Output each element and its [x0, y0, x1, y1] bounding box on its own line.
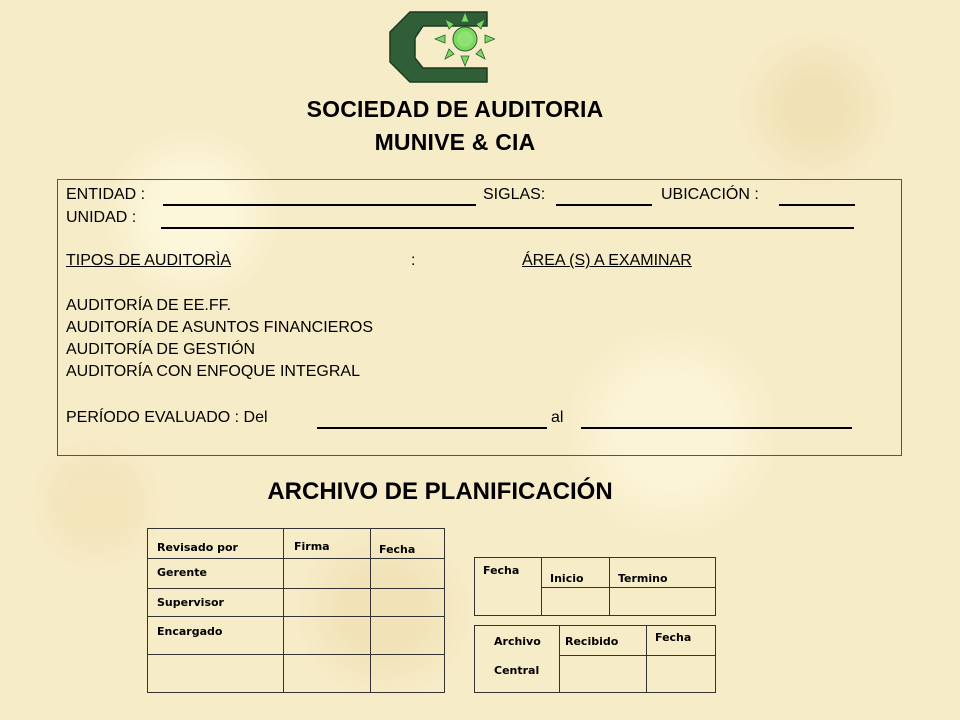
tipos-auditoria-heading: TIPOS DE AUDITORÌA: [66, 252, 232, 269]
supervisor-fecha-cell[interactable]: [371, 589, 445, 617]
company-name-line2: MUNIVE & CIA: [374, 129, 536, 155]
firma-header: Firma: [294, 540, 330, 553]
revisado-por-header: Revisado por: [157, 541, 238, 554]
plan-archive-title: ARCHIVO DE PLANIFICACIÓN: [267, 478, 613, 505]
gerente-label: Gerente: [157, 566, 207, 579]
table-cell: [148, 529, 284, 559]
table-cell: [148, 589, 284, 617]
gerente-firma-cell[interactable]: [284, 559, 371, 589]
ubicacion-field[interactable]: [779, 204, 855, 206]
termino-date-cell[interactable]: [610, 588, 716, 616]
periodo-hasta-field[interactable]: [581, 427, 852, 429]
siglas-label: SIGLAS:: [483, 186, 546, 203]
company-name: SOCIEDAD DE AUDITORIA: [306, 96, 604, 122]
table-cell: [148, 559, 284, 589]
inicio-label: Inicio: [550, 572, 584, 585]
ubicacion-label: UBICACIÓN :: [661, 186, 759, 203]
tipo-auditoria-item: AUDITORÍA DE GESTIÓN: [66, 341, 256, 358]
unidad-label: UNIDAD :: [66, 209, 137, 226]
archive-table: [474, 625, 716, 693]
fecha-label: Fecha: [483, 564, 520, 577]
blank-cell[interactable]: [284, 655, 371, 693]
table-cell: [610, 558, 716, 588]
tipo-auditoria-item: AUDITORÍA DE EE.FF.: [66, 297, 232, 314]
entidad-label: ENTIDAD :: [66, 186, 146, 203]
periodo-al-label: al: [551, 409, 564, 426]
supervisor-firma-cell[interactable]: [284, 589, 371, 617]
review-signoff-table: [147, 528, 445, 693]
gerente-fecha-cell[interactable]: [371, 559, 445, 589]
table-cell: [475, 626, 560, 693]
periodo-desde-field[interactable]: [317, 427, 547, 429]
unidad-field[interactable]: [161, 227, 854, 229]
inicio-date-cell[interactable]: [542, 588, 610, 616]
tipo-auditoria-item: AUDITORÍA CON ENFOQUE INTEGRAL: [66, 363, 360, 380]
table-cell: [284, 529, 371, 559]
tipos-colon: :: [411, 252, 416, 269]
encargado-label: Encargado: [157, 625, 223, 638]
tipo-auditoria-item: AUDITORÍA DE ASUNTOS FINANCIEROS: [66, 319, 374, 336]
table-cell: [542, 558, 610, 588]
fecha-header: Fecha: [379, 543, 416, 556]
siglas-field[interactable]: [556, 204, 652, 206]
encargado-firma-cell[interactable]: [284, 617, 371, 655]
table-cell: [148, 617, 284, 655]
recibido-label: Recibido: [565, 635, 619, 648]
archive-fecha-cell[interactable]: [647, 656, 716, 693]
table-cell: [371, 529, 445, 559]
periodo-label: PERÍODO EVALUADO : Del: [66, 409, 268, 426]
auditora-logo-icon: [385, 10, 495, 85]
termino-label: Termino: [618, 572, 668, 585]
table-cell: [475, 558, 542, 616]
archivo-label: Archivo: [494, 635, 541, 648]
blank-cell[interactable]: [148, 655, 284, 693]
central-label: Central: [494, 664, 540, 677]
area-examinar-heading: ÁREA (S) A EXAMINAR: [522, 252, 692, 269]
encargado-fecha-cell[interactable]: [371, 617, 445, 655]
table-cell: [560, 626, 647, 656]
recibido-cell[interactable]: [560, 656, 647, 693]
entidad-field[interactable]: [163, 204, 476, 206]
dates-table: [474, 557, 716, 616]
audit-info-box: [57, 179, 902, 456]
archive-fecha-label: Fecha: [655, 631, 692, 644]
supervisor-label: Supervisor: [157, 596, 224, 609]
blank-cell[interactable]: [371, 655, 445, 693]
table-cell: [647, 626, 716, 656]
